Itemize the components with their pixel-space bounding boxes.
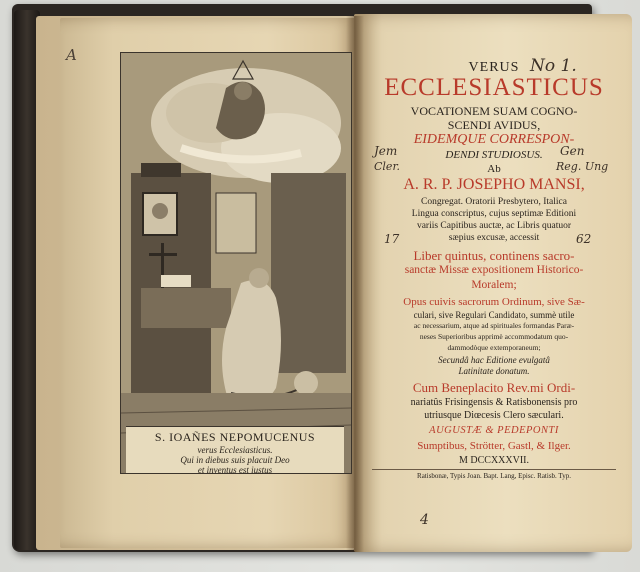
title-line: neses Superioribus apprimè accommodatum quo-	[419, 332, 569, 341]
engraving-caption	[126, 426, 344, 473]
engraving-illustration	[121, 53, 351, 473]
handwritten-note: Gen	[560, 144, 585, 158]
handwritten-note: Cler.	[374, 160, 400, 173]
handwritten-note: Jem	[374, 144, 398, 158]
title-line: culari, sive Regulari Candidato, summè utile	[413, 310, 575, 320]
caption-line: et inventus est iustus	[197, 465, 273, 475]
title-line: SCENDI AVIDUS,	[447, 118, 541, 132]
printer-line: Ratisbonæ, Typis Joan. Bapt. Lang, Episc. Ratisb. Typ.	[417, 472, 571, 480]
flyleaf-handwriting: A	[66, 46, 77, 64]
title-main: ECCLESIASTICUS	[384, 74, 604, 101]
title-line: EIDEMQUE CORRESPON-	[413, 132, 575, 147]
title-line: Liber quintus, continens sacro-	[413, 248, 575, 263]
title-line: Latinitate donatum.	[458, 366, 530, 376]
title-line: sæpius excusæ, accessit	[448, 233, 540, 243]
frontispiece-engraving	[120, 52, 352, 474]
author-name: A. R. P. JOSEPHO MANSI,	[403, 176, 585, 193]
title-line: sanctæ Missæ expositionem Historico-	[404, 264, 584, 276]
title-line: ac necessarium, atque ad spirituales formandas Paræ-	[413, 321, 575, 330]
title-line: Cum Beneplacito Rev.mi Ordi-	[412, 380, 576, 395]
caption-line: verus Ecclesiasticus.	[197, 445, 273, 455]
title-line: Secundâ hac Editione evulgatâ	[438, 355, 550, 365]
handwritten-number: No 1.	[530, 56, 577, 76]
imprint-publisher: Sumptibus, Strötter, Gastl, & Ilger.	[417, 440, 571, 452]
title-line: Opus cuivis sacrorum Ordinum, sive Sæ-	[403, 296, 585, 308]
title-line: DENDI STUDIOSUS.	[445, 149, 543, 161]
imprint-place: AUGUSTÆ & PEDEPONTI	[429, 425, 559, 436]
title-line: Ab	[487, 163, 501, 175]
handwritten-note: 62	[576, 232, 592, 246]
title-line: VERUS	[468, 60, 520, 75]
title-line: Lingua conscriptus, cujus septimæ Editioni	[411, 209, 577, 219]
divider-rule	[372, 469, 616, 470]
caption-line: Qui in diebus suis placuit Deo	[180, 455, 290, 465]
title-line: nariatûs Frisingensis & Ratisbonensis pro	[410, 397, 578, 408]
caption-saint-name: S. IOAÑES NEPOMUCENUS	[154, 430, 316, 444]
handwritten-note: Reg. Ung	[556, 160, 609, 173]
title-line: VOCATIONEM SUAM COGNO-	[410, 104, 578, 118]
handwritten-note: 4	[420, 512, 429, 528]
title-line: Moralem;	[471, 279, 517, 291]
handwritten-note: 17	[384, 232, 400, 246]
title-line: variis Capitibus auctæ, ac Libris quatuor	[416, 221, 572, 231]
title-line: Congregat. Oratorii Presbytero, Italica	[421, 197, 567, 207]
imprint-year: M DCCXXXVII.	[459, 455, 529, 466]
title-line: utriusque Diœcesis Clero sæculari.	[424, 410, 564, 421]
title-line: dammodòque extemporaneum;	[447, 343, 541, 352]
